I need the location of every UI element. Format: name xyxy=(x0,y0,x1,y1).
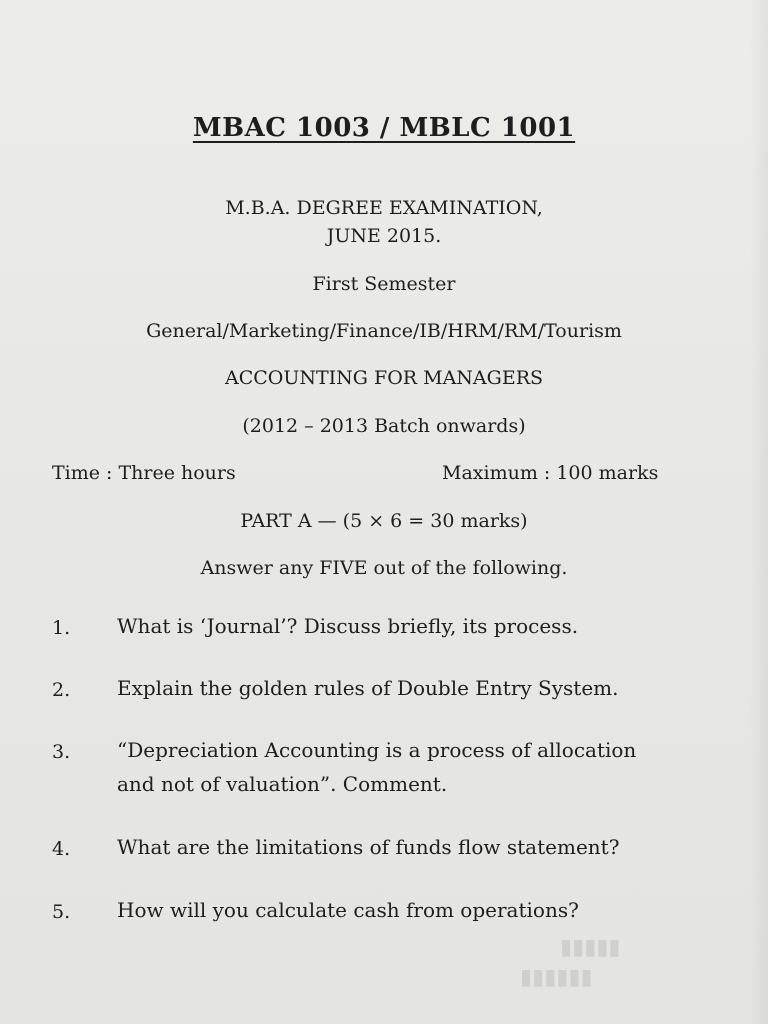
question-text: What are the limitations of funds flow statement? xyxy=(117,835,620,859)
question-text: How will you calculate cash from operations? xyxy=(117,898,579,922)
exam-title: M.B.A. DEGREE EXAMINATION, xyxy=(225,197,543,219)
subject-title: ACCOUNTING FOR MANAGERS xyxy=(224,367,544,389)
part-a-title: PART A — (5 × 6 = 30 marks) xyxy=(240,510,528,532)
question-number: 4. xyxy=(52,838,71,860)
question-text-line-2: and not of valuation”. Comment. xyxy=(117,772,448,796)
question-text-line-1: “Depreciation Accounting is a process of allocation xyxy=(117,738,637,762)
question-text: Explain the golden rules of Double Entry System. xyxy=(117,676,619,700)
batch-info: (2012 – 2013 Batch onwards) xyxy=(242,415,526,437)
exam-date: JUNE 2015. xyxy=(326,225,442,247)
question-text: What is ‘Journal’? Discuss briefly, its process. xyxy=(117,614,579,638)
bleed-through-text: ▮▮▮▮▮ xyxy=(560,935,621,960)
question-number: 2. xyxy=(52,679,71,701)
part-a-instruction: Answer any FIVE out of the following. xyxy=(200,557,568,579)
question-number: 3. xyxy=(52,741,71,763)
question-number: 5. xyxy=(52,901,71,923)
exam-duration: Time : Three hours xyxy=(52,462,236,484)
course-code: MBAC 1003 / MBLC 1001 xyxy=(192,113,576,143)
bleed-through-text: ▮▮▮▮▮▮ xyxy=(520,965,593,990)
question-number: 1. xyxy=(52,617,71,639)
semester: First Semester xyxy=(312,273,456,295)
maximum-marks: Maximum : 100 marks xyxy=(442,462,659,484)
streams: General/Marketing/Finance/IB/HRM/RM/Tourism xyxy=(146,320,622,342)
